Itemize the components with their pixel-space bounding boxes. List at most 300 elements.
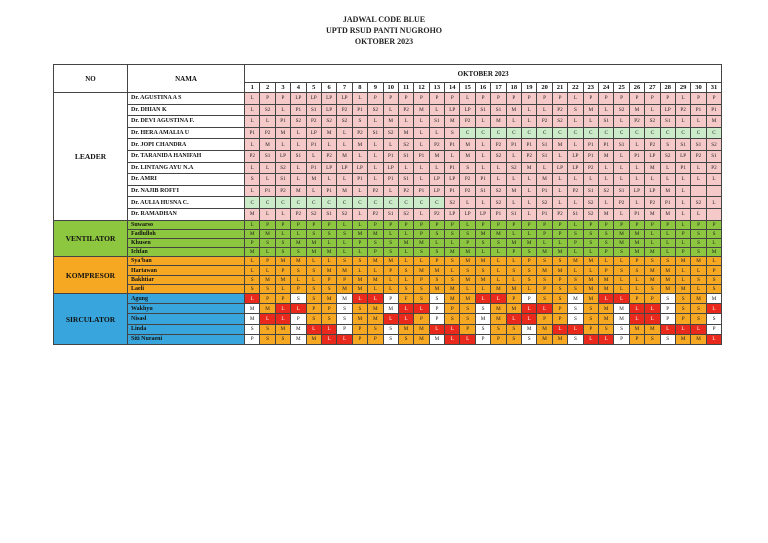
shift-cell: C — [706, 127, 722, 139]
shift-cell: M — [706, 116, 722, 128]
day-number: 4 — [291, 83, 306, 93]
shift-cell: L — [491, 294, 506, 304]
shift-cell: L — [475, 139, 490, 151]
shift-cell: M — [598, 275, 613, 284]
shift-cell: M — [629, 238, 644, 247]
shift-cell: L — [383, 229, 398, 238]
day-number: 29 — [675, 83, 690, 93]
shift-cell: P — [321, 220, 336, 229]
shift-cell: P1 — [691, 104, 706, 116]
shift-cell: P — [368, 220, 383, 229]
shift-cell: L — [491, 162, 506, 174]
shift-cell: L — [429, 127, 444, 139]
shift-cell: L — [645, 229, 660, 238]
shift-cell: M — [352, 314, 367, 324]
shift-cell: P2 — [352, 127, 367, 139]
shift-cell: F — [398, 294, 413, 304]
shift-cell: S2 — [691, 197, 706, 209]
shift-cell: L — [506, 116, 521, 128]
shift-cell: P — [260, 257, 275, 266]
shift-cell: S — [629, 266, 644, 275]
shift-cell: M — [475, 257, 490, 266]
shift-cell: M — [245, 248, 260, 257]
shift-cell: L — [291, 127, 306, 139]
shift-cell: LP — [552, 162, 567, 174]
shift-cell: P2 — [337, 104, 352, 116]
schedule-row — [54, 93, 722, 105]
shift-cell: S1 — [306, 104, 321, 116]
shift-cell: S — [583, 229, 598, 238]
shift-cell: P — [275, 294, 290, 304]
shift-cell: P — [306, 220, 321, 229]
shift-cell — [706, 208, 722, 220]
shift-cell: M — [414, 104, 429, 116]
shift-cell: M — [552, 334, 567, 344]
shift-cell: M — [568, 294, 583, 304]
shift-cell: S — [460, 304, 475, 314]
schedule-row — [54, 229, 722, 238]
shift-cell: L — [352, 294, 367, 304]
shift-cell: M — [629, 229, 644, 238]
shift-cell: S2 — [398, 139, 413, 151]
shift-cell: L — [429, 104, 444, 116]
shift-cell: P1 — [706, 104, 722, 116]
shift-cell: C — [475, 127, 490, 139]
shift-cell: P — [429, 304, 444, 314]
shift-cell: P — [706, 266, 722, 275]
shift-cell: P — [291, 284, 306, 293]
shift-cell: L — [368, 116, 383, 128]
shift-cell: M — [321, 294, 336, 304]
shift-cell: L — [445, 150, 460, 162]
shift-cell: S — [383, 334, 398, 344]
shift-cell: L — [352, 220, 367, 229]
shift-cell: S — [445, 314, 460, 324]
shift-cell: P — [614, 93, 629, 105]
shift-cell: L — [691, 266, 706, 275]
shift-cell: P1 — [306, 162, 321, 174]
shift-cell: M — [368, 257, 383, 266]
shift-cell: S — [568, 229, 583, 238]
shift-cell: L — [583, 334, 598, 344]
shift-cell: LP — [383, 162, 398, 174]
shift-cell: P1 — [583, 150, 598, 162]
shift-cell: P2 — [398, 185, 413, 197]
shift-cell: S — [660, 294, 675, 304]
shift-cell: L — [629, 284, 644, 293]
shift-cell: P2 — [645, 197, 660, 209]
shift-cell: L — [414, 174, 429, 186]
shift-cell: C — [352, 197, 367, 209]
shift-cell: S — [368, 324, 383, 334]
shift-cell: S — [552, 257, 567, 266]
staff-name: Dr. AULIA HUSNA C. — [128, 197, 245, 209]
shift-cell: P2 — [537, 116, 552, 128]
shift-cell: P — [491, 220, 506, 229]
shift-cell: S1 — [275, 174, 290, 186]
day-number: 18 — [506, 83, 521, 93]
shift-cell: M — [337, 284, 352, 293]
shift-cell: S2 — [398, 208, 413, 220]
shift-cell: S — [568, 104, 583, 116]
shift-cell: P1 — [537, 208, 552, 220]
shift-cell: L — [583, 266, 598, 275]
shift-cell: M — [614, 314, 629, 324]
shift-cell: P — [275, 93, 290, 105]
day-number: 31 — [706, 83, 722, 93]
shift-cell — [691, 185, 706, 197]
shift-cell: S — [598, 238, 613, 247]
shift-cell: P — [645, 220, 660, 229]
shift-cell: S — [398, 266, 413, 275]
staff-name: Dr. DHIAN K — [128, 104, 245, 116]
shift-cell: S2 — [552, 116, 567, 128]
shift-cell: S — [568, 304, 583, 314]
shift-cell: S — [429, 275, 444, 284]
shift-cell: S — [306, 294, 321, 304]
shift-cell: S — [506, 324, 521, 334]
shift-cell: M — [629, 248, 644, 257]
shift-cell: M — [429, 284, 444, 293]
shift-cell: M — [460, 139, 475, 151]
shift-cell: L — [629, 162, 644, 174]
shift-cell: L — [260, 208, 275, 220]
shift-cell: L — [414, 257, 429, 266]
shift-cell: P2 — [629, 116, 644, 128]
shift-cell: L — [598, 197, 613, 209]
shift-cell: P1 — [352, 174, 367, 186]
staff-name: Dr. AMRI — [128, 174, 245, 186]
shift-cell: P1 — [383, 150, 398, 162]
shift-cell: L — [321, 238, 336, 247]
shift-cell: L — [537, 104, 552, 116]
shift-cell: P — [352, 238, 367, 247]
shift-cell: P1 — [445, 139, 460, 151]
shift-cell: S1 — [614, 139, 629, 151]
shift-cell: L — [429, 324, 444, 334]
shift-cell: P — [568, 238, 583, 247]
shift-cell: C — [291, 197, 306, 209]
shift-cell: P — [660, 93, 675, 105]
shift-cell: L — [475, 150, 490, 162]
shift-cell: L — [321, 334, 336, 344]
shift-cell: M — [275, 257, 290, 266]
shift-cell: P — [629, 93, 644, 105]
shift-cell: P — [598, 93, 613, 105]
shift-cell: S2 — [491, 185, 506, 197]
day-number: 10 — [383, 83, 398, 93]
day-number: 30 — [691, 83, 706, 93]
shift-cell: L — [383, 139, 398, 151]
shift-cell: S1 — [675, 139, 690, 151]
shift-cell: S — [614, 266, 629, 275]
shift-cell: S1 — [537, 139, 552, 151]
shift-cell: L — [660, 324, 675, 334]
shift-cell: M — [275, 127, 290, 139]
shift-cell: M — [583, 104, 598, 116]
shift-cell: M — [645, 266, 660, 275]
shift-cell: L — [583, 174, 598, 186]
shift-cell: C — [691, 127, 706, 139]
schedule-row — [54, 174, 722, 186]
group-label: KOMPRESOR — [54, 257, 128, 294]
shift-cell: S — [245, 174, 260, 186]
staff-name: Dr. RAMADHAN — [128, 208, 245, 220]
shift-cell: P — [445, 220, 460, 229]
shift-cell: L — [583, 116, 598, 128]
shift-cell: C — [368, 197, 383, 209]
shift-cell: L — [614, 116, 629, 128]
shift-cell: S — [706, 229, 722, 238]
shift-cell: L — [552, 174, 567, 186]
shift-cell: L — [660, 238, 675, 247]
shift-cell: P — [337, 324, 352, 334]
shift-cell: S — [691, 304, 706, 314]
shift-cell: P — [660, 304, 675, 314]
shift-cell: L — [245, 266, 260, 275]
shift-cell: LP — [352, 162, 367, 174]
shift-cell: M — [629, 104, 644, 116]
shift-cell: L — [475, 162, 490, 174]
shift-cell: L — [260, 174, 275, 186]
shift-cell: S1 — [660, 116, 675, 128]
shift-cell: P — [414, 220, 429, 229]
shift-cell: M — [352, 284, 367, 293]
shift-cell: LP — [321, 104, 336, 116]
shift-cell: L — [691, 162, 706, 174]
shift-cell: M — [475, 314, 490, 324]
shift-cell: P — [275, 220, 290, 229]
shift-cell: L — [583, 248, 598, 257]
shift-cell: P — [429, 220, 444, 229]
shift-cell: P1 — [660, 197, 675, 209]
shift-cell: M — [321, 127, 336, 139]
staff-name: Hartawan — [128, 266, 245, 275]
shift-cell: C — [660, 127, 675, 139]
shift-cell: S — [691, 229, 706, 238]
shift-cell: L — [245, 185, 260, 197]
shift-cell: L — [645, 314, 660, 324]
shift-cell: S1 — [568, 208, 583, 220]
shift-cell: C — [598, 127, 613, 139]
shift-cell: LP — [321, 162, 336, 174]
shift-cell: L — [691, 284, 706, 293]
shift-cell: M — [352, 139, 367, 151]
day-number: 21 — [552, 83, 567, 93]
shift-cell: L — [337, 127, 352, 139]
schedule-row — [54, 314, 722, 324]
shift-cell: L — [506, 174, 521, 186]
shift-cell: P — [522, 257, 537, 266]
shift-cell: M — [337, 185, 352, 197]
shift-cell: M — [568, 257, 583, 266]
shift-cell: L — [522, 229, 537, 238]
shift-cell: M — [583, 294, 598, 304]
shift-cell: L — [337, 220, 352, 229]
shift-cell: S — [506, 334, 521, 344]
shift-cell: L — [660, 162, 675, 174]
shift-cell: M — [306, 334, 321, 344]
shift-cell: LP — [460, 104, 475, 116]
shift-cell: P — [675, 248, 690, 257]
shift-cell: S — [460, 266, 475, 275]
shift-cell: P1 — [445, 162, 460, 174]
title-line-1: JADWAL CODE BLUE — [342, 15, 426, 24]
shift-cell: P — [537, 314, 552, 324]
shift-cell: L — [598, 334, 613, 344]
shift-cell: S — [583, 238, 598, 247]
shift-cell: M — [691, 334, 706, 344]
shift-cell: S — [614, 324, 629, 334]
shift-cell: P1 — [522, 139, 537, 151]
shift-cell: P2 — [614, 197, 629, 209]
shift-cell: P2 — [552, 104, 567, 116]
shift-cell: L — [368, 294, 383, 304]
shift-cell: P — [306, 304, 321, 314]
shift-cell: P1 — [414, 185, 429, 197]
shift-cell: M — [260, 304, 275, 314]
shift-cell: L — [398, 162, 413, 174]
shift-cell: M — [398, 238, 413, 247]
shift-cell: L — [629, 304, 644, 314]
shift-cell: C — [537, 127, 552, 139]
shift-cell: P — [552, 220, 567, 229]
shift-cell: L — [614, 150, 629, 162]
shift-cell: L — [675, 220, 690, 229]
shift-cell: S — [260, 334, 275, 344]
shift-cell: P2 — [306, 116, 321, 128]
shift-cell: M — [552, 139, 567, 151]
shift-cell: P — [414, 275, 429, 284]
shift-cell: S2 — [706, 139, 722, 151]
shift-cell: P — [645, 294, 660, 304]
shift-cell: L — [568, 248, 583, 257]
shift-cell: L — [429, 238, 444, 247]
shift-cell: S2 — [260, 104, 275, 116]
shift-cell: L — [306, 150, 321, 162]
shift-cell: L — [506, 229, 521, 238]
shift-cell: L — [245, 93, 260, 105]
shift-cell: L — [260, 116, 275, 128]
shift-cell: M — [614, 229, 629, 238]
shift-cell: L — [245, 116, 260, 128]
shift-cell: L — [275, 229, 290, 238]
shift-cell: S — [291, 294, 306, 304]
shift-cell: S — [475, 304, 490, 314]
shift-cell: L — [414, 162, 429, 174]
day-number: 24 — [598, 83, 613, 93]
shift-cell: L — [614, 275, 629, 284]
shift-cell: L — [568, 174, 583, 186]
shift-cell: LP — [321, 93, 336, 105]
shift-cell: P1 — [352, 104, 367, 116]
shift-cell: C — [522, 127, 537, 139]
shift-cell: P — [675, 229, 690, 238]
schedule-row — [54, 304, 722, 314]
shift-cell: L — [245, 257, 260, 266]
shift-cell: P1 — [291, 104, 306, 116]
shift-cell: M — [321, 248, 336, 257]
shift-cell: M — [245, 208, 260, 220]
shift-cell: M — [383, 116, 398, 128]
shift-cell: L — [306, 185, 321, 197]
shift-cell: M — [506, 185, 521, 197]
shift-cell: P — [614, 220, 629, 229]
shift-cell: L — [414, 139, 429, 151]
shift-cell: S — [445, 229, 460, 238]
shift-cell: P — [414, 314, 429, 324]
shift-cell: L — [491, 266, 506, 275]
shift-cell: S — [352, 257, 367, 266]
shift-cell: S — [337, 304, 352, 314]
schedule-row — [54, 162, 722, 174]
shift-cell: S2 — [506, 162, 521, 174]
shift-cell: L — [506, 275, 521, 284]
shift-cell: S2 — [598, 185, 613, 197]
shift-cell: L — [383, 275, 398, 284]
shift-cell: L — [691, 324, 706, 334]
shift-cell: P1 — [414, 150, 429, 162]
day-number: 19 — [522, 83, 537, 93]
shift-cell: M — [337, 294, 352, 304]
shift-cell: L — [475, 197, 490, 209]
shift-cell: C — [675, 127, 690, 139]
shift-cell: L — [275, 208, 290, 220]
shift-cell: P — [398, 93, 413, 105]
shift-cell: L — [245, 220, 260, 229]
shift-cell: P — [245, 334, 260, 344]
shift-cell: S — [675, 304, 690, 314]
shift-cell: S1 — [260, 150, 275, 162]
shift-cell: L — [675, 275, 690, 284]
shift-cell: S — [398, 284, 413, 293]
shift-cell: P — [598, 266, 613, 275]
shift-cell: S — [522, 334, 537, 344]
shift-cell: P — [583, 324, 598, 334]
shift-cell: S — [260, 238, 275, 247]
shift-cell: S — [691, 275, 706, 284]
shift-cell: M — [245, 304, 260, 314]
shift-cell: P1 — [260, 185, 275, 197]
shift-cell: L — [337, 248, 352, 257]
shift-cell: L — [275, 304, 290, 314]
shift-cell: M — [306, 248, 321, 257]
shift-cell: L — [660, 248, 675, 257]
shift-cell: M — [306, 238, 321, 247]
shift-cell: S — [306, 314, 321, 324]
shift-cell: S — [321, 229, 336, 238]
shift-cell: S — [383, 324, 398, 334]
shift-cell: M — [291, 238, 306, 247]
staff-name: Wakhyu — [128, 304, 245, 314]
shift-cell: S — [414, 284, 429, 293]
shift-cell: P — [460, 238, 475, 247]
shift-cell: P — [537, 284, 552, 293]
shift-cell: M — [491, 116, 506, 128]
shift-cell: M — [337, 266, 352, 275]
shift-cell: P — [414, 229, 429, 238]
schedule-row — [54, 127, 722, 139]
shift-cell: C — [275, 197, 290, 209]
shift-cell: P2 — [491, 139, 506, 151]
shift-cell: L — [368, 139, 383, 151]
shift-cell: L — [275, 284, 290, 293]
shift-cell: P — [475, 93, 490, 105]
shift-cell: S2 — [291, 116, 306, 128]
shift-cell: L — [306, 275, 321, 284]
shift-cell: LP — [675, 150, 690, 162]
header-nama: NAMA — [128, 65, 245, 93]
